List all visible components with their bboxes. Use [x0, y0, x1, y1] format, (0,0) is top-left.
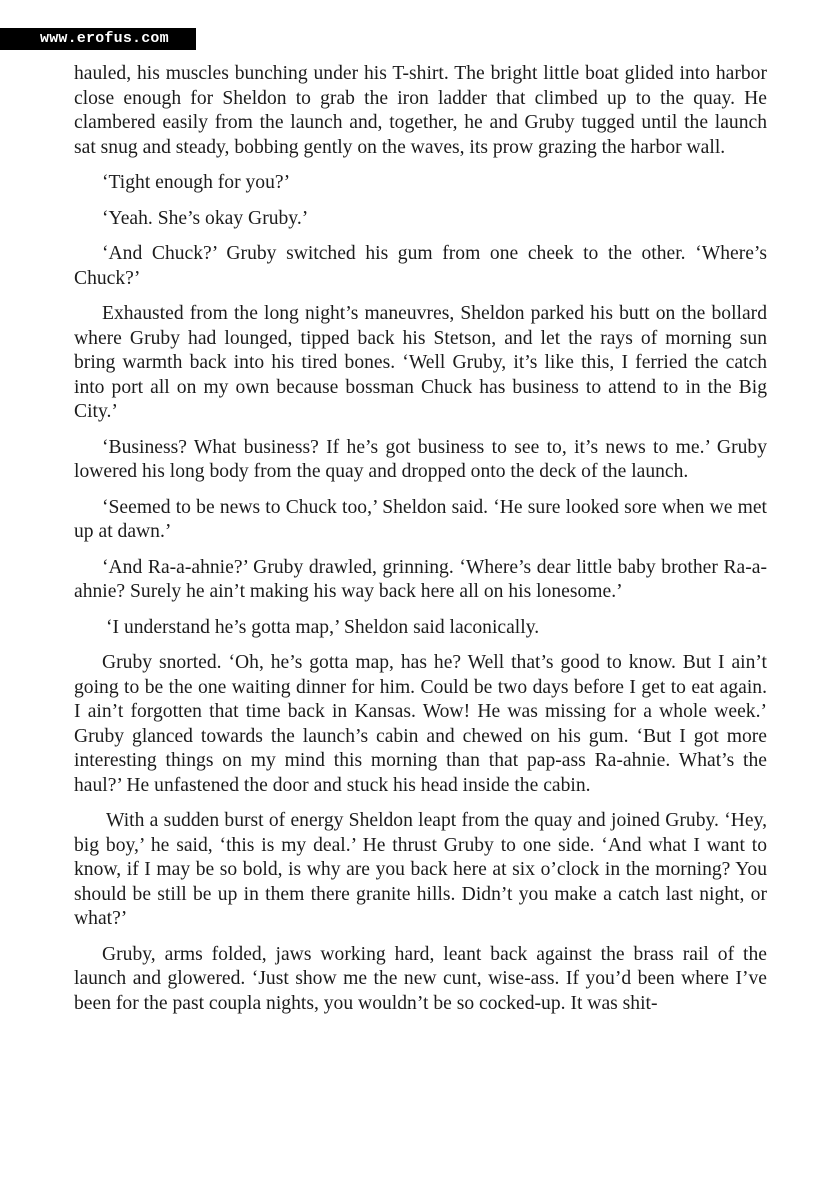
paragraph-4: ‘And Chuck?’ Gruby switched his gum from one cheek to the other. ‘Where’s Chuck?’ — [74, 243, 767, 289]
paragraph-9: ‘I understand he’s gotta map,’ Sheldon said laconically. — [106, 616, 540, 638]
paragraph-5: Exhausted from the long night’s maneuvres, Sheldon parked his butt on the bollard where Gruby had lounged, tipped back his Stetson, and let the rays of morning sun bring warmth back into his tired bones. ‘Well Gruby, it’s like this, I ferried the catch into port all on my own because bossman Chuck has business to attend to in the Big City.’ — [74, 303, 767, 422]
page-body-text — [74, 62, 767, 1016]
paragraph-1: hauled, his muscles bunching under his T-shirt. The bright little boat glided into harbor close enough for Sheldon to grab the iron ladder that climbed up to the quay. He clambered easily from the launch and, together, he and Gruby tugged until the launch sat snug and steady, bobbing gently on the waves, its prow grazing the harbor wall. — [74, 63, 767, 158]
paragraph-12: Gruby, arms folded, jaws working hard, leant back against the brass rail of the launch and glowered. ‘Just show me the new cunt, wise-ass. If you’d been where I’ve been for the past coupla nights, you wouldn’t be so cocked-up. It was shit- — [74, 943, 767, 1014]
paragraph-3: ‘Yeah. She’s okay Gruby.’ — [102, 207, 309, 229]
paragraph-11: With a sudden burst of energy Sheldon leapt from the quay and joined Gruby. ‘Hey, big boy,’ he said, ‘this is my deal.’ He thrust Gruby to one side. ‘And what I want to know, if I may be so bold, is why are you back here at six o’clock in the morning? You should be still be up in them there granite hills. Didn’t you make a catch last night, or what?’ — [74, 810, 767, 929]
paragraph-7: ‘Seemed to be news to Chuck too,’ Sheldon said. ‘He sure looked sore when we met up at dawn.’ — [74, 496, 767, 542]
paragraph-8: ‘And Ra-a-ahnie?’ Gruby drawled, grinning. ‘Where’s dear little baby brother Ra-a-ahnie? Surely he ain’t making his way back here all on his lonesome.’ — [74, 556, 767, 602]
watermark-text: www.erofus.com — [40, 30, 169, 47]
paragraph-10: Gruby snorted. ‘Oh, he’s gotta map, has he? Well that’s good to know. But I ain’t going to be the one waiting dinner for him. Could be two days before I get to eat again. I ain’t forgotten that time back in Kansas. Wow! He was missing for a whole week.’ Gruby glanced towards the launch’s cabin and chewed on his gum. ‘But I got more interesting things on my mind this morning than that pap-ass Ra-ahnie. What’s the haul?’ He unfastened the door and stuck his head inside the cabin. — [74, 652, 767, 796]
paragraph-2: ‘Tight enough for you?’ — [102, 172, 291, 193]
paragraph-6: ‘Business? What business? If he’s got business to see to, it’s news to me.’ Gruby lowered his long body from the quay and dropped onto the deck of the launch. — [74, 436, 767, 482]
